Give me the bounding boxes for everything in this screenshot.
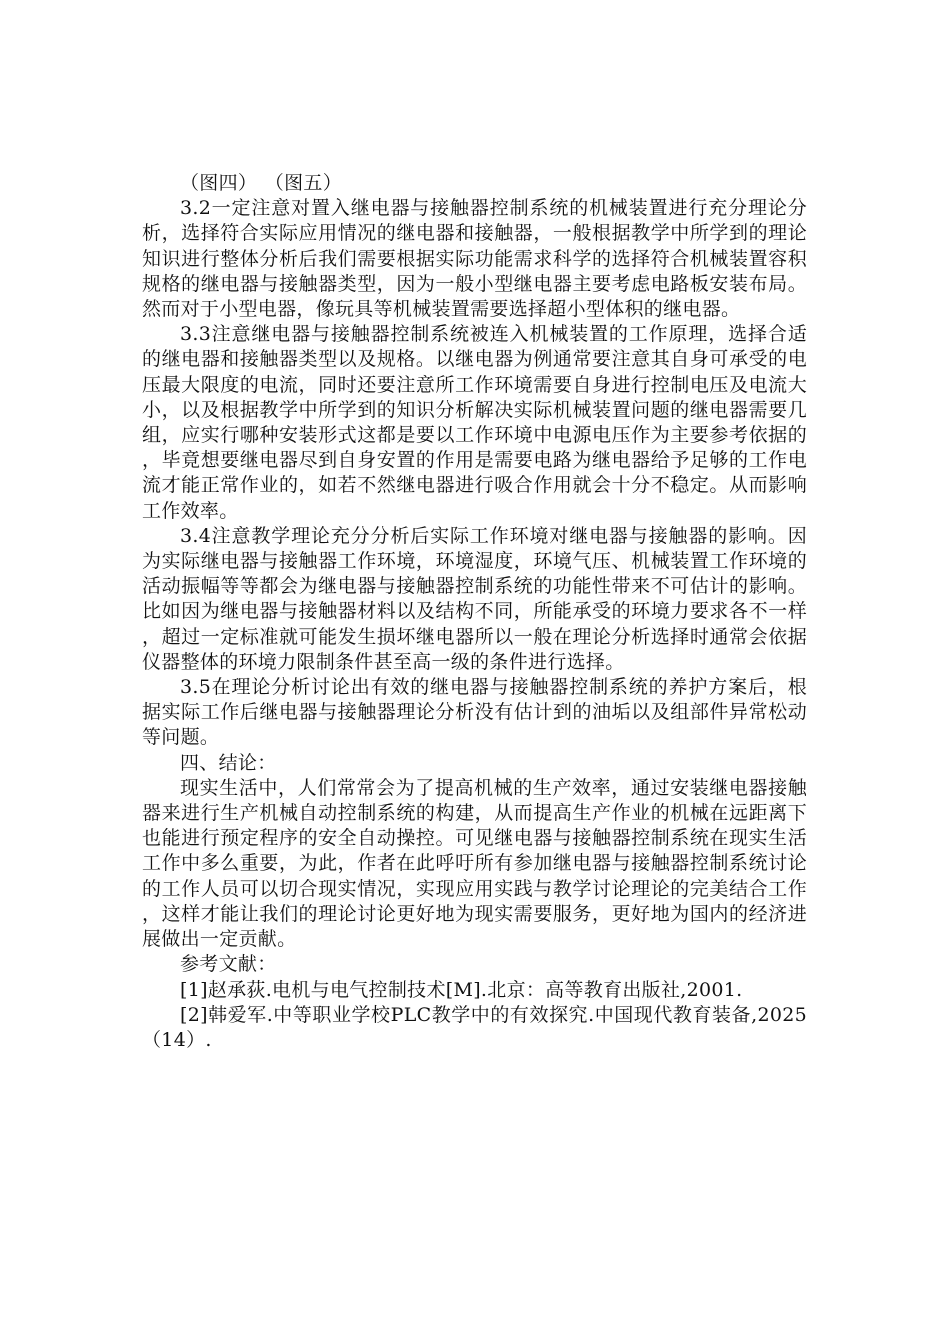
paragraph-3-5: 3.5在理论分析讨论出有效的继电器与接触器控制系统的养护方案后，根据实际工作后继电器与接触器理论分析没有估计到的油垢以及组部件异常松动等问题。 [142, 676, 807, 749]
figure-captions [142, 171, 807, 196]
figure-caption-5: （图五） [274, 172, 342, 194]
paragraph-3-3: 3.3注意继电器与接触器控制系统被连入机械装置的工作原理，选择合适的继电器和接触器类型以及规格。以继电器为例通常要注意其自身可承受的电压最大限度的电流，同时还要注意所工作环境需要自身进行控制电压及电流大小，以及根据教学中所学到的知识分析解决实际机械装置问题的继电器需要几组，应实行哪种安装形式这都是要以工作环境中电源电压作为主要参考依据的，毕竟想要继电器尽到自身安置的作用是需要电路为继电器给予足够的工作电流才能正常作业的，如若不然继电器进行吸合作用就会十分不稳定。从而影响工作效率。 [142, 323, 807, 522]
section-heading-conclusion: 四、结论： [180, 751, 277, 774]
reference-item-2: [2]韩爱军.中等职业学校PLC教学中的有效探究.中国现代教育装备,2025（14）. [142, 1003, 807, 1051]
document-page [142, 171, 807, 1053]
paragraph-3-4: 3.4注意教学理论充分分析后实际工作环境对继电器与接触器的影响。因为实际继电器与接触器工作环境，环境湿度，环境气压、机械装置工作环境的活动振幅等等都会为继电器与接触器控制系统的功能性带来不可估计的影响。比如因为继电器与接触器材料以及结构不同，所能承受的环境力要求各不一样，超过一定标准就可能发生损坏继电器所以一般在理论分析选择时通常会依据仪器整体的环境力限制条件甚至高一级的条件进行选择。 [142, 524, 807, 673]
reference-item-1: [1]赵承荻.电机与电气控制技术[M].北京：高等教育出版社,2001. [180, 978, 743, 1001]
figure-caption-4: （图四） [180, 172, 258, 194]
paragraph-3-2: 3.2一定注意对置入继电器与接触器控制系统的机械装置进行充分理论分析，选择符合实际应用情况的继电器和接触器，一般根据教学中所学到的理论知识进行整体分析后我们需要根据实际功能需求科学的选择符合机械装置容积规格的继电器与接触器类型，因为一般小型继电器主要考虑电路板安装布局。然而对于小型电器，像玩具等机械装置需要选择超小型体积的继电器。 [142, 197, 807, 321]
references-heading: 参考文献： [180, 953, 277, 976]
paragraph-conclusion: 现实生活中，人们常常会为了提高机械的生产效率，通过安装继电器接触器来进行生产机械自动控制系统的构建，从而提高生产作业的机械在远距离下也能进行预定程序的安全自动操控。可见继电器与接触器控制系统在现实生活工作中多么重要，为此，作者在此呼吁所有参加继电器与接触器控制系统讨论的工作人员可以切合现实情况，实现应用实践与教学讨论理论的完美结合工作，这样才能让我们的理论讨论更好地为现实需要服务，更好地为国内的经济进展做出一定贡献。 [142, 776, 807, 951]
